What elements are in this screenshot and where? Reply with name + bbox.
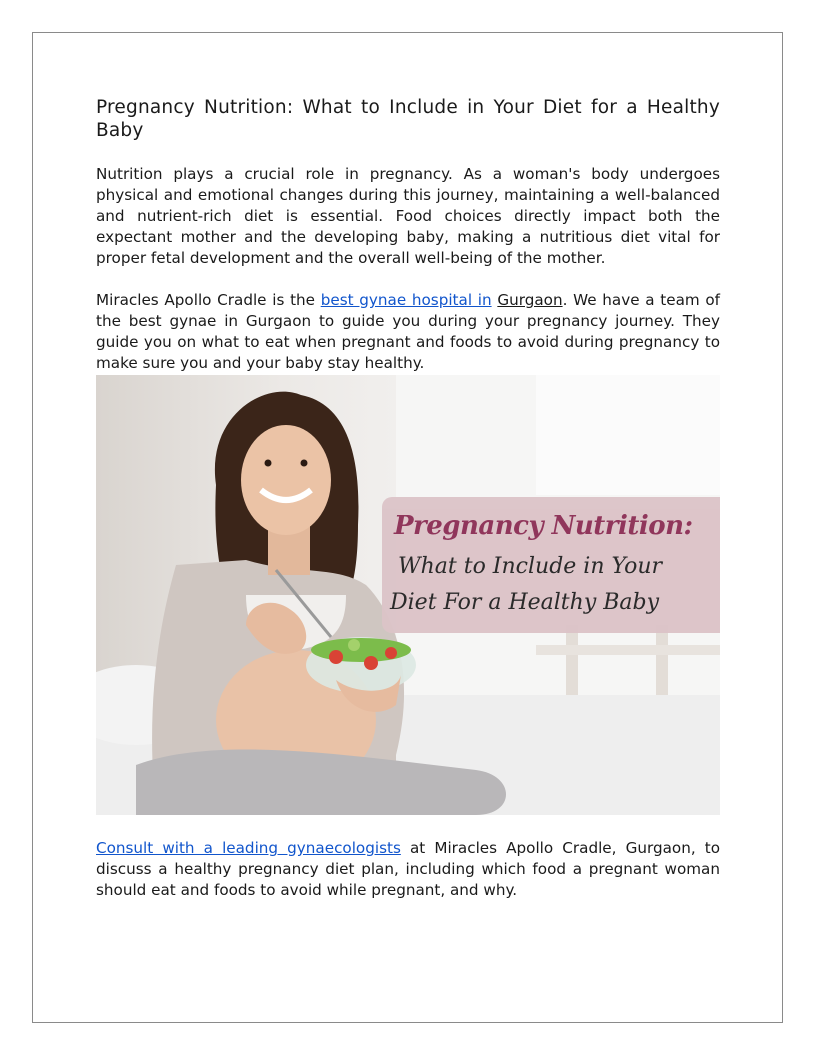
best-gynae-hospital-link-text[interactable]: best gynae hospital in (320, 291, 492, 309)
hospital-paragraph-rest: . We have a team of the best gynae in Gurgaon to guide you during your pregnancy journey. They guide you on what to eat when pregnant and foods to avoid during pregnancy to make sure you and your baby stay healthy. (96, 291, 721, 372)
headline-card (382, 497, 720, 633)
hero-image (96, 375, 720, 815)
gurgaon-underlined-text: Gurgaon (497, 291, 563, 309)
intro-paragraph: Nutrition plays a crucial role in pregnancy. As a woman's body undergoes physical and emotional changes during this journey, maintaining a well-balanced and nutrient-rich diet is essential. Food choices directly impact both the expectant mother and the developing baby, making a nutritious diet vital for proper fetal development and the overall well-being of the mother. (96, 165, 720, 267)
card-title: Pregnancy Nutrition: (394, 511, 693, 541)
consult-paragraph (96, 838, 720, 901)
best-gynae-hospital-link[interactable] (321, 291, 492, 309)
hospital-paragraph-lead: Miracles Apollo Cradle is the (96, 291, 321, 309)
card-subtitle-line-2: Diet For a Healthy Baby (390, 590, 660, 615)
consult-paragraph-rest: at Miracles Apollo Cradle, Gurgaon, to discuss a healthy pregnancy diet plan, including which food a pregnant woman should eat and foods to avoid while pregnant, and why. (96, 839, 720, 899)
consult-gynaecologists-link[interactable] (96, 839, 401, 857)
consult-gynaecologists-link-text[interactable]: Consult with a leading gynaecologists (96, 839, 401, 857)
document-body (96, 96, 720, 374)
card-subtitle-line-1: What to Include in Your (398, 554, 663, 579)
hospital-paragraph (96, 290, 720, 374)
document-title: Pregnancy Nutrition: What to Include in Your Diet for a Healthy Baby (96, 97, 720, 141)
